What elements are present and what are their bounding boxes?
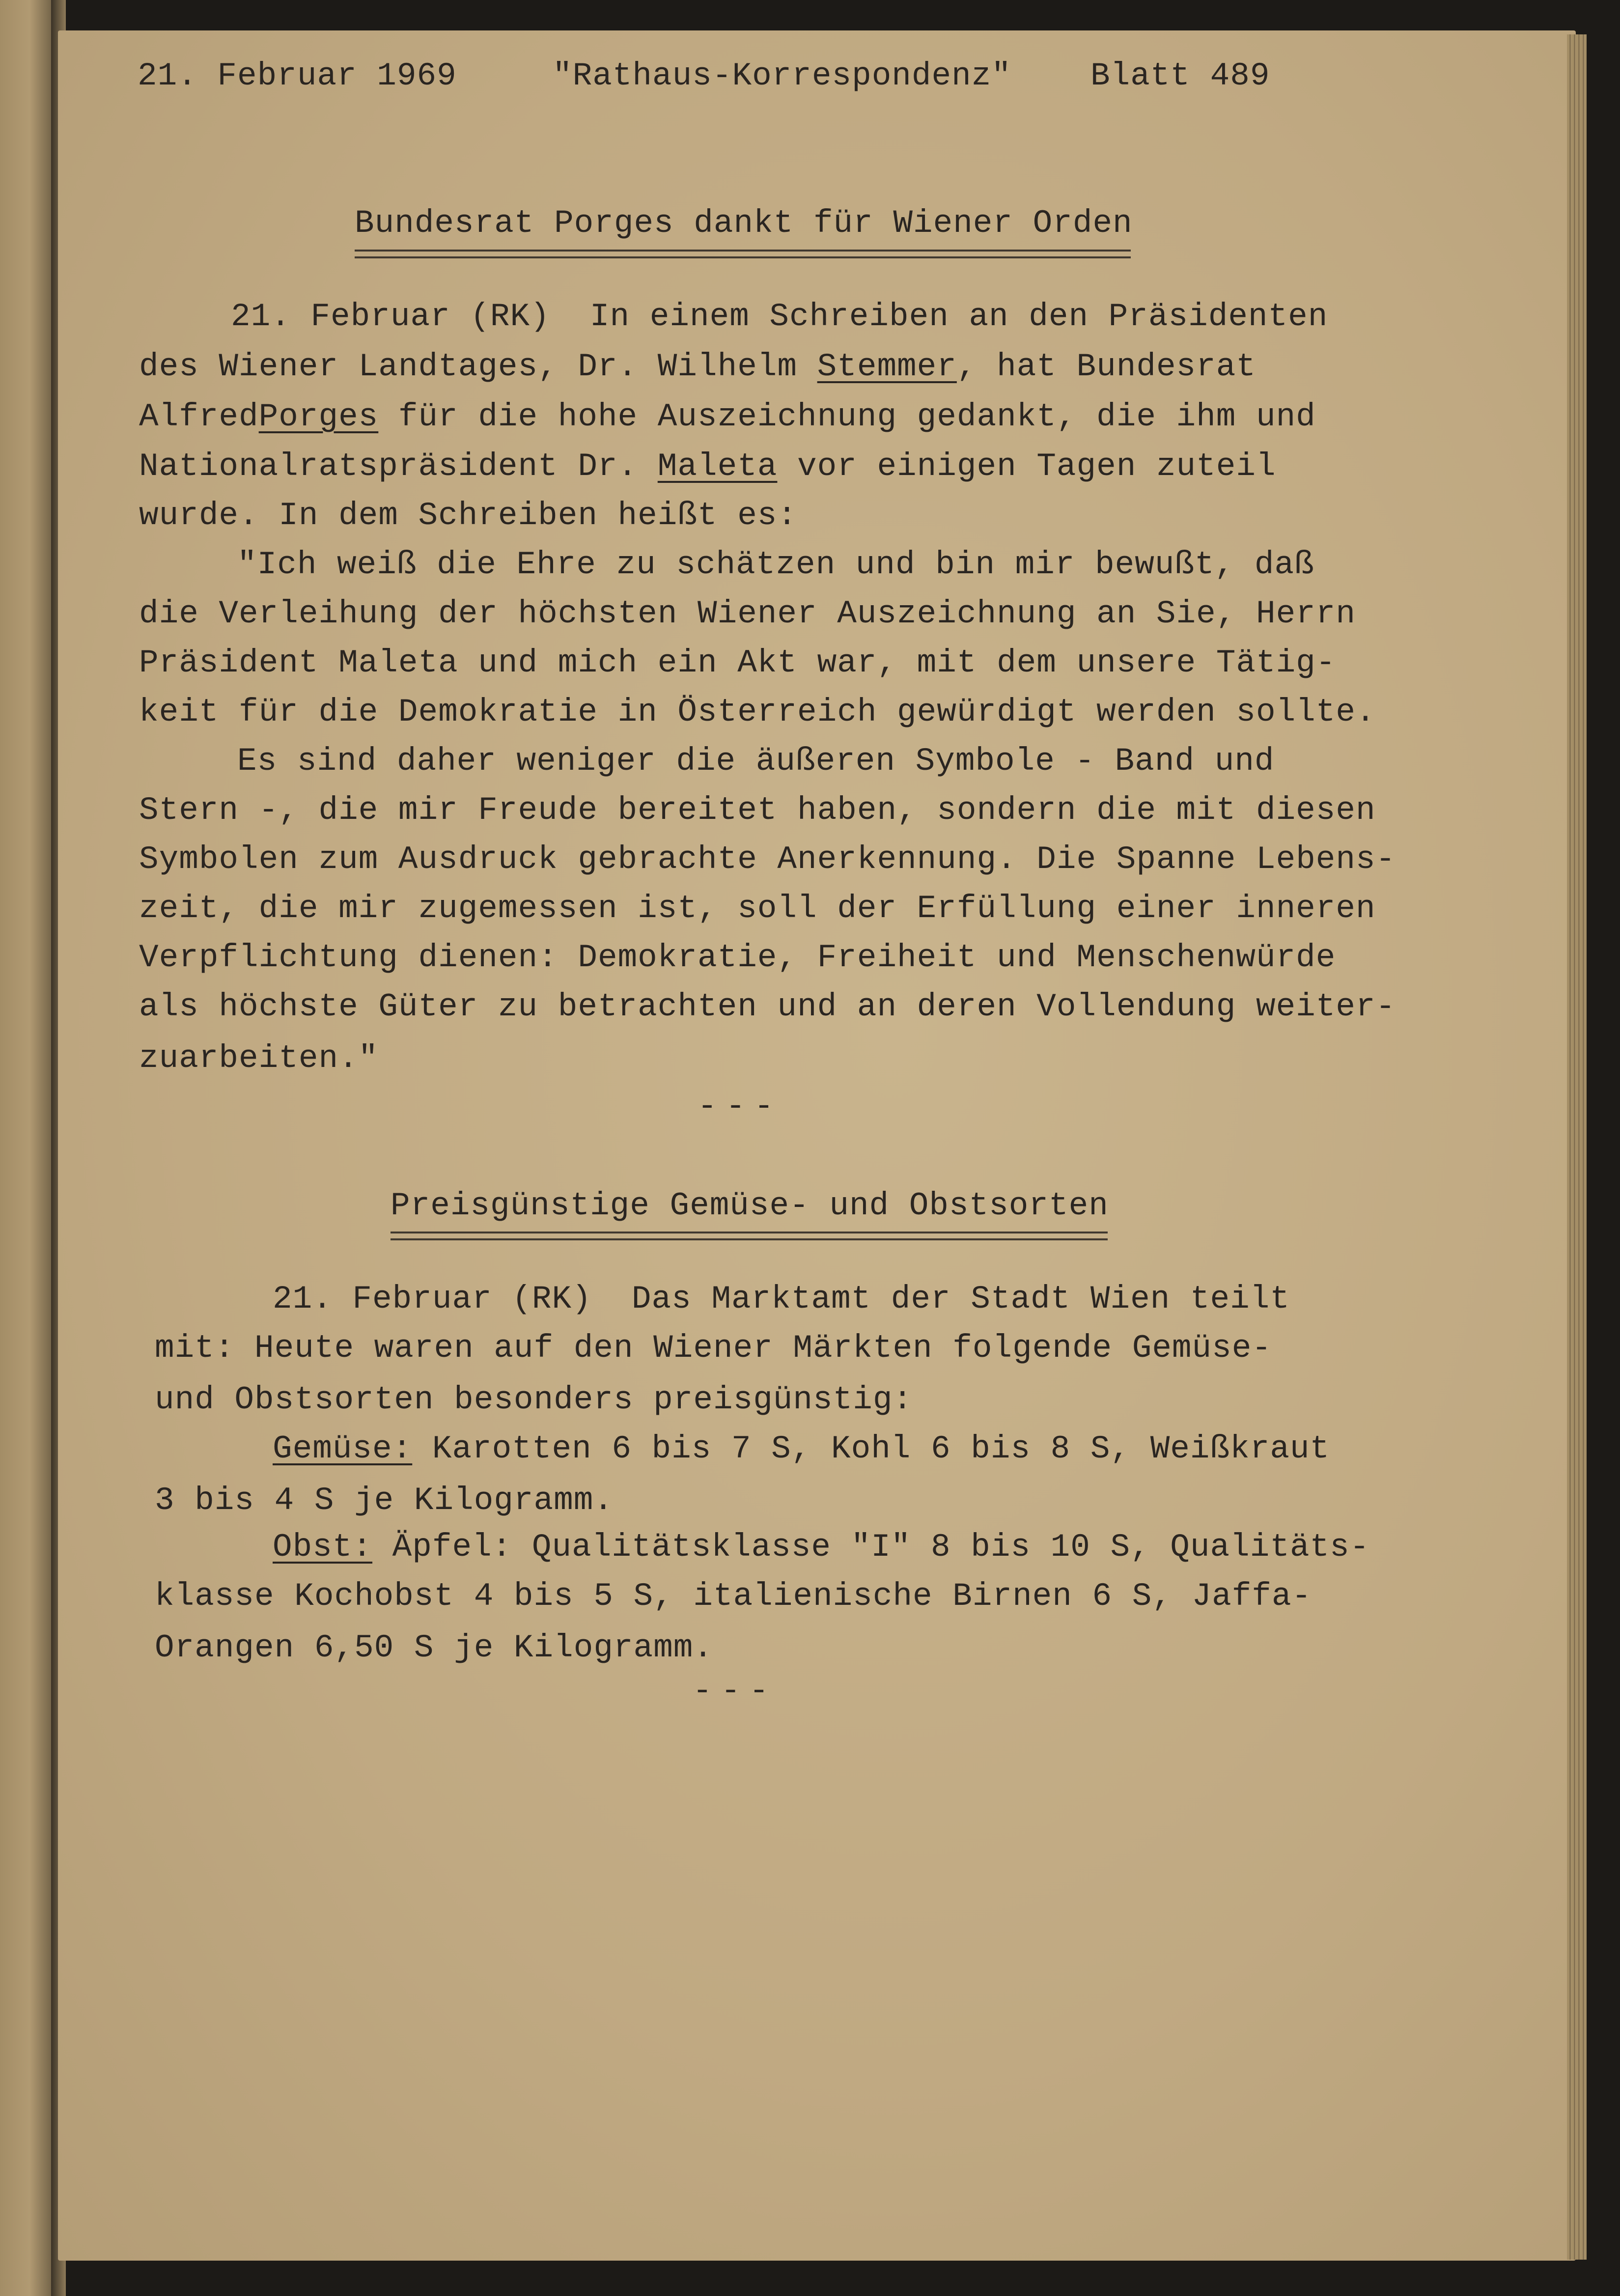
article1-line-5: wurde. In dem Schreiben heißt es: <box>139 497 798 534</box>
article2-line-5: 3 bis 4 S je Kilogramm. <box>155 1482 614 1519</box>
article1-line-2: des Wiener Landtages, Dr. Wilhelm Stemmer, hat Bundesrat <box>139 348 1256 385</box>
article1-line-8: Präsident Maleta und mich ein Akt war, mit dem unsere Tätig- <box>139 644 1336 681</box>
article1-line-16: zuarbeiten." <box>139 1040 379 1077</box>
article2-line-7: klasse Kochobst 4 bis 5 S, italienische Birnen 6 S, Jaffa- <box>155 1578 1312 1615</box>
header-publication: "Rathaus-Korrespondenz" <box>553 57 1011 94</box>
article1-line-11: Stern -, die mir Freude bereitet haben, sondern die mit diesen <box>139 792 1376 829</box>
article1-line-4: Nationalratspräsident Dr. Maleta vor einigen Tagen zuteil <box>139 448 1276 485</box>
article2-separator: --- <box>693 1673 778 1709</box>
article1-title-double-rule <box>355 250 1131 258</box>
article1-line-9: keit für die Demokratie in Österreich gewürdigt werden sollte. <box>139 694 1376 730</box>
article2-line-4: Gemüse: Karotten 6 bis 7 S, Kohl 6 bis 8 S, Weißkraut <box>273 1430 1330 1467</box>
stacked-page-edges <box>1567 34 1587 2260</box>
article2-line-3: und Obstsorten besonders preisgünstig: <box>155 1381 913 1418</box>
article1-line-13: zeit, die mir zugemessen ist, soll der Erfüllung einer inneren <box>139 890 1376 927</box>
article1-line-6: "Ich weiß die Ehre zu schätzen und bin mir bewußt, daß <box>237 546 1314 583</box>
header-sheet-number: Blatt 489 <box>1090 57 1270 94</box>
header-date: 21. Februar 1969 <box>138 57 457 94</box>
article1-line-3: AlfredPorges für die hohe Auszeichnung gedankt, die ihm und <box>139 398 1316 435</box>
article1-line-10: Es sind daher weniger die äußeren Symbole - Band und <box>237 743 1275 780</box>
article1-line-1: 21. Februar (RK) In einem Schreiben an den Präsidenten <box>231 298 1328 335</box>
article1-line-14: Verpflichtung dienen: Demokratie, Freiheit und Menschenwürde <box>139 939 1336 976</box>
article1-title: Bundesrat Porges dankt für Wiener Orden <box>355 205 1133 242</box>
article2-line-1: 21. Februar (RK) Das Marktamt der Stadt Wien teilt <box>273 1281 1290 1317</box>
article1-line-15: als höchste Güter zu betrachten und an deren Vollendung weiter- <box>139 988 1396 1025</box>
article2-title: Preisgünstige Gemüse- und Obstsorten <box>391 1187 1109 1224</box>
article1-line-7: die Verleihung der höchsten Wiener Auszeichnung an Sie, Herrn <box>139 595 1356 632</box>
adjacent-page-edge <box>0 0 54 2296</box>
article2-line-6: Obst: Äpfel: Qualitätsklasse "I" 8 bis 10 S, Qualitäts- <box>273 1529 1370 1566</box>
article2-line-8: Orangen 6,50 S je Kilogramm. <box>155 1629 713 1666</box>
article1-separator: --- <box>698 1088 782 1125</box>
article2-title-double-rule <box>391 1232 1108 1240</box>
article1-line-12: Symbolen zum Ausdruck gebrachte Anerkennung. Die Spanne Lebens- <box>139 841 1396 878</box>
article2-line-2: mit: Heute waren auf den Wiener Märkten folgende Gemüse- <box>155 1330 1272 1367</box>
